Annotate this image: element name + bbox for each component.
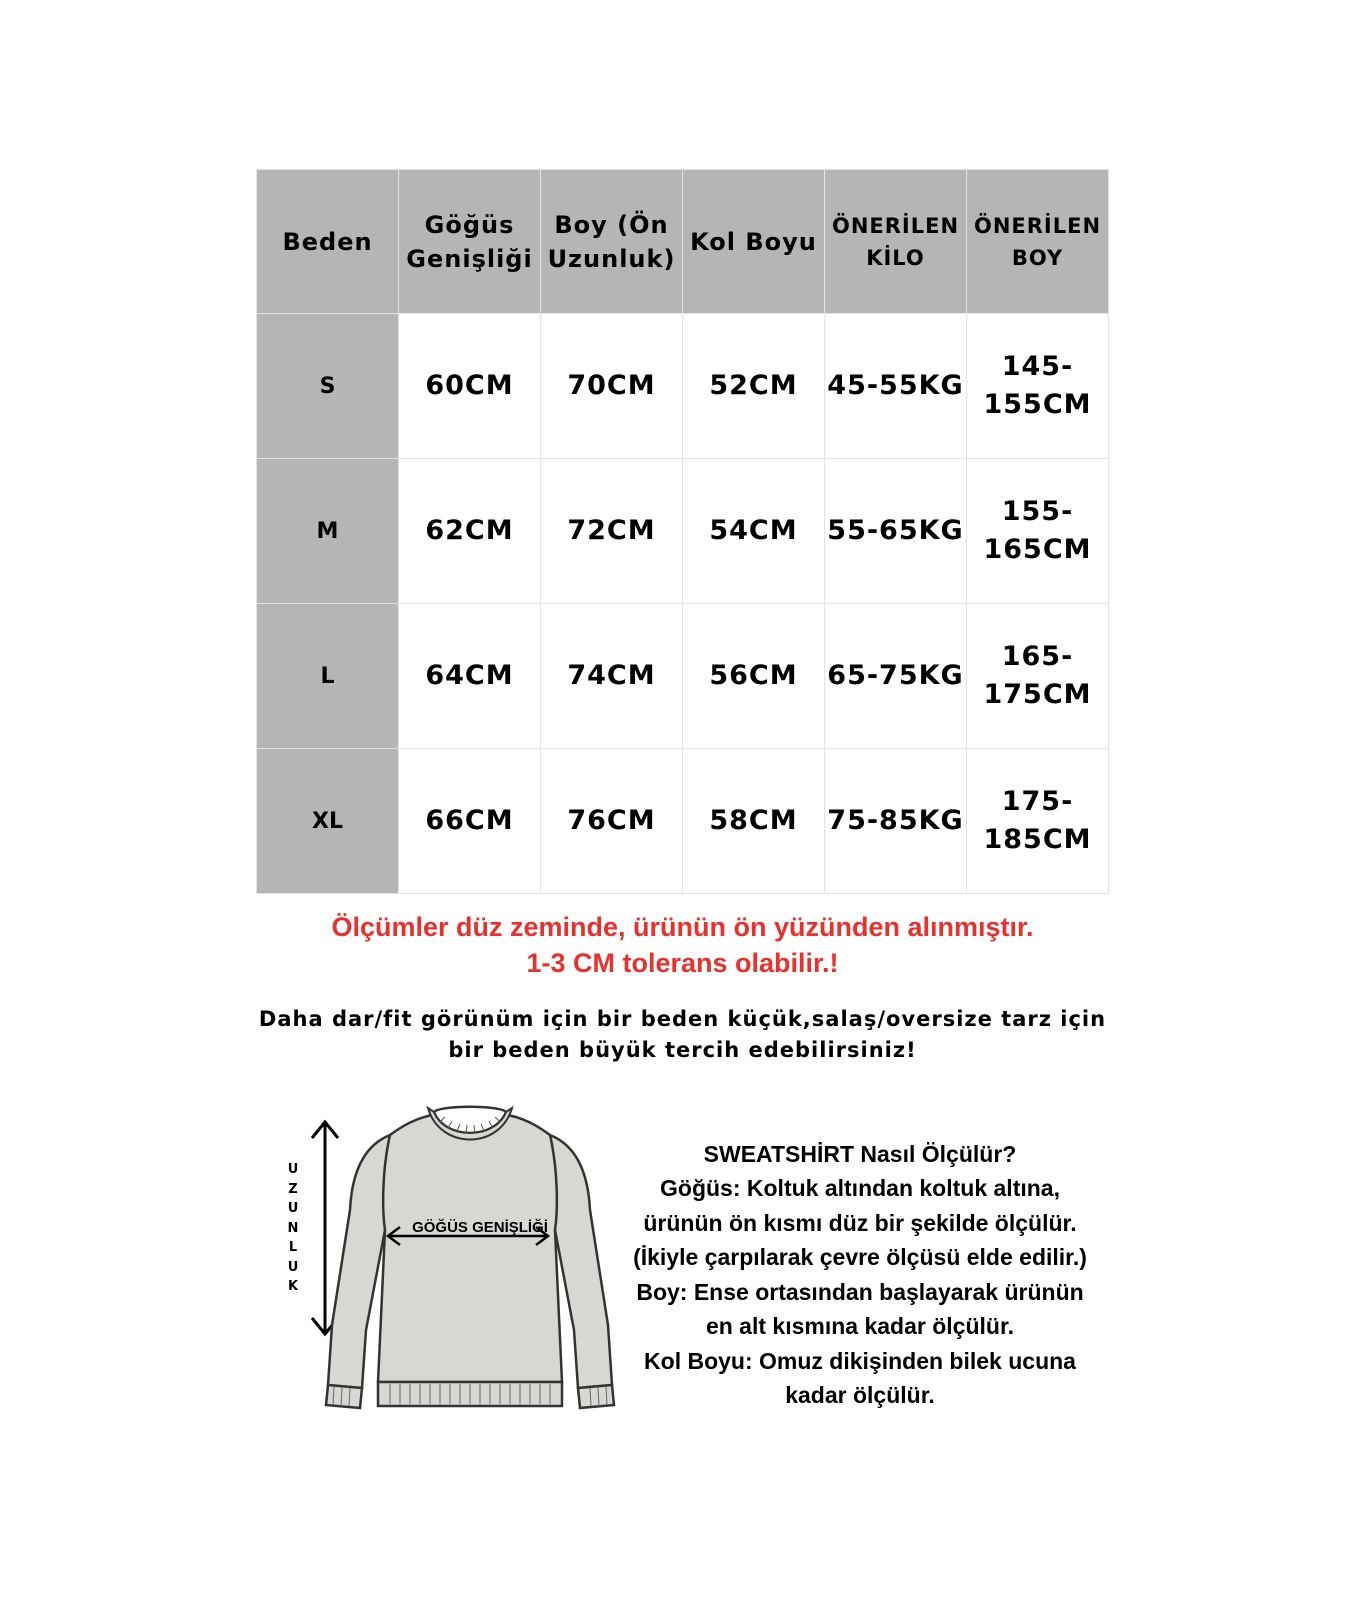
howto-line: Göğüs: Koltuk altından koltuk altına, [660,1175,1060,1201]
boy-cell: 74CM [541,604,683,749]
header-beden: Beden [257,170,399,314]
fit-advice-line2: bir beden büyük tercih edebilirsiniz! [448,1038,917,1062]
table-header-row [257,170,1109,314]
length-label: UZUNLUK [287,1162,299,1294]
kol-cell: 52CM [683,314,825,459]
howto-title: SWEATSHİRT Nasıl Ölçülür? [703,1141,1017,1167]
kilo-cell: 55-65KG [825,459,967,604]
header-boy-onerilen: ÖNERİLEN BOY [967,170,1109,314]
howto-line: en alt kısmına kadar ölçülür. [705,1313,1015,1339]
gogus-cell: 60CM [399,314,541,459]
tolerance-note: 1-3 CM tolerans olabilir.! [526,948,839,978]
boy-onerilen-cell: 165-175CM [967,604,1109,749]
howto-line: kadar ölçülür. [785,1382,935,1408]
howto-line: ürünün ön kısmı düz bir şekilde ölçülür. [643,1210,1077,1236]
kol-cell: 56CM [683,604,825,749]
boy-onerilen-cell: 175-185CM [967,749,1109,894]
header-kilo: ÖNERİLEN KİLO [825,170,967,314]
boy-cell: 72CM [541,459,683,604]
howto-line: Kol Boyu: Omuz dikişinden bilek ucuna [644,1348,1076,1374]
size-cell: S [257,314,399,459]
size-cell: L [257,604,399,749]
howto-line: (İkiyle çarpılarak çevre ölçüsü elde edilir.) [633,1244,1087,1270]
boy-onerilen-cell: 155-165CM [967,459,1109,604]
gogus-cell: 64CM [399,604,541,749]
howto-line: Boy: Ense ortasından başlayarak ürünün [636,1279,1084,1305]
measurement-note: Ölçümler düz zeminde, ürünün ön yüzünden alınmıştır. [331,912,1034,942]
gogus-cell: 66CM [399,749,541,894]
fit-advice-line1: Daha dar/fit görünüm için bir beden küçük,salaş/oversize tarz için [258,1007,1107,1031]
kilo-cell: 75-85KG [825,749,967,894]
table-row [257,459,1109,604]
size-cell: M [257,459,399,604]
boy-onerilen-cell: 145-155CM [967,314,1109,459]
kol-cell: 58CM [683,749,825,894]
kilo-cell: 65-75KG [825,604,967,749]
size-chart-table [256,169,1109,894]
table-row [257,749,1109,894]
size-cell: XL [257,749,399,894]
kol-cell: 54CM [683,459,825,604]
table-row [257,604,1109,749]
kilo-cell: 45-55KG [825,314,967,459]
header-kol: Kol Boyu [683,170,825,314]
header-boy: Boy (Ön Uzunluk) [541,170,683,314]
gogus-cell: 62CM [399,459,541,604]
header-gogus: Göğüs Genişliği [399,170,541,314]
boy-cell: 70CM [541,314,683,459]
sweatshirt-illustration [300,1100,640,1410]
table-row [257,314,1109,459]
chest-width-label: GÖĞÜS GENİŞLİĞİ [412,1219,548,1236]
boy-cell: 76CM [541,749,683,894]
